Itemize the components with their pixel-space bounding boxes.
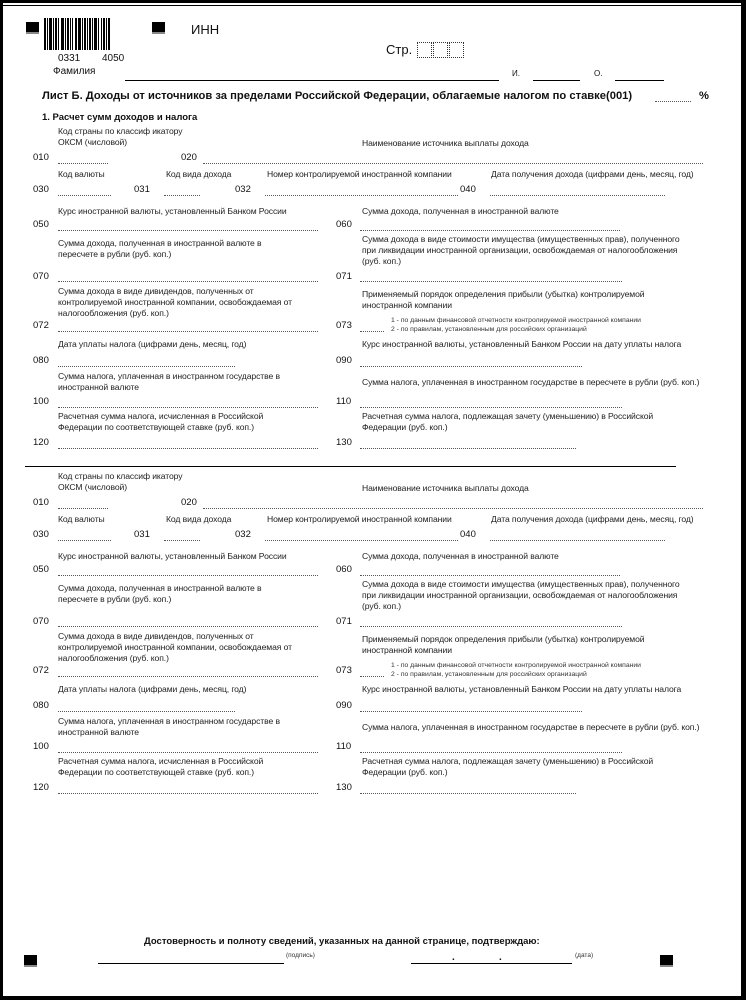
currency-code-field[interactable] bbox=[58, 195, 111, 196]
rate-label: Курс иностранной валюты, установленный Банком России bbox=[58, 206, 287, 216]
code-100: 100 bbox=[33, 396, 49, 407]
liquidation-field[interactable] bbox=[360, 281, 622, 282]
code-100: 100 bbox=[33, 741, 49, 752]
liquidation-label-3: (руб. коп.) bbox=[362, 256, 402, 266]
profit-option-1: 1 - по данным финансовой отчетности контролируемой иностранной компании bbox=[391, 317, 641, 324]
currency-code-label: Код валюты bbox=[58, 169, 105, 179]
code-040: 040 bbox=[460, 529, 476, 540]
income-rub-label-2: пересчете в рубли (руб. коп.) bbox=[58, 249, 172, 259]
dividends-field[interactable] bbox=[58, 676, 318, 677]
tax-calc-field[interactable] bbox=[58, 793, 318, 794]
rate-field[interactable] bbox=[58, 575, 318, 576]
code-030: 030 bbox=[33, 184, 49, 195]
code-020: 020 bbox=[181, 497, 197, 508]
income-rub-label: Сумма дохода, полученная в иностранной валюте в bbox=[58, 238, 262, 248]
income-foreign-label: Сумма дохода, полученная в иностранной валюте bbox=[362, 551, 559, 561]
dividends-label-3: налогообложения (руб. коп.) bbox=[58, 653, 169, 663]
profit-option-2: 2 - по правилам, установленным для российских организаций bbox=[391, 326, 587, 333]
block-separator bbox=[25, 466, 676, 467]
tax-foreign-label: Сумма налога, уплаченная в иностранном государстве в bbox=[58, 716, 280, 726]
country-code-label-2: ОКСМ (числовой) bbox=[58, 137, 127, 147]
code-073: 073 bbox=[336, 320, 352, 331]
dividends-label: Сумма дохода в виде дивидендов, полученных от bbox=[58, 631, 254, 641]
income-date-label: Дата получения дохода (цифрами день, месяц, год) bbox=[491, 169, 694, 179]
profit-order-label: Применяемый порядок определения прибыли (убытка) контролируемой bbox=[362, 634, 645, 644]
tax-rate-field[interactable] bbox=[360, 711, 582, 712]
country-code-label: Код страны по классиф икатору bbox=[58, 471, 183, 481]
profit-order-field[interactable] bbox=[360, 331, 384, 332]
name-initial-field[interactable] bbox=[533, 80, 580, 81]
code-071: 071 bbox=[336, 271, 352, 282]
tax-rate-field[interactable] bbox=[360, 366, 582, 367]
corner-marker-bottom-right bbox=[660, 955, 673, 967]
code-130: 130 bbox=[336, 782, 352, 793]
tax-foreign-label: Сумма налога, уплаченная в иностранном государстве в bbox=[58, 371, 280, 381]
name-initial-label: И. bbox=[512, 69, 520, 78]
income-rub-label: Сумма дохода, полученная в иностранной валюте в bbox=[58, 583, 262, 593]
liquidation-label-3: (руб. коп.) bbox=[362, 601, 402, 611]
code-050: 050 bbox=[33, 219, 49, 230]
code-090: 090 bbox=[336, 355, 352, 366]
tax-rub-field[interactable] bbox=[360, 752, 622, 753]
tax-calc-label: Расчетная сумма налога, исчисленная в Российской bbox=[58, 411, 264, 421]
barcode-icon bbox=[44, 18, 140, 50]
source-name-field[interactable] bbox=[203, 508, 703, 509]
code-060: 060 bbox=[336, 219, 352, 230]
income-foreign-label: Сумма дохода, полученная в иностранной валюте bbox=[362, 206, 559, 216]
code-010: 010 bbox=[33, 497, 49, 508]
date-separator-1: . bbox=[452, 952, 455, 963]
tax-rub-label: Сумма налога, уплаченная в иностранном государстве в пересчете в рубли (руб. коп.) bbox=[362, 722, 700, 732]
percent-sign: % bbox=[699, 90, 709, 102]
code-110: 110 bbox=[336, 741, 352, 752]
liquidation-label: Сумма дохода в виде стоимости имущества (имущественных прав), полученного bbox=[362, 579, 680, 589]
tax-rate-label: Курс иностранной валюты, установленный Банком России на дату уплаты налога bbox=[362, 684, 682, 694]
income-date-field[interactable] bbox=[490, 195, 665, 196]
dividends-field[interactable] bbox=[58, 331, 318, 332]
liquidation-label: Сумма дохода в виде стоимости имущества (имущественных прав), полученного bbox=[362, 234, 680, 244]
tax-credit-label: Расчетная сумма налога, подлежащая зачету (уменьшению) в Российской bbox=[362, 756, 654, 766]
code-032: 032 bbox=[235, 529, 251, 540]
currency-code-field[interactable] bbox=[58, 540, 111, 541]
dividends-label-2: контролируемой иностранной компании, освобождаемая от bbox=[58, 297, 292, 307]
corner-marker-top-left bbox=[26, 22, 39, 34]
income-type-field[interactable] bbox=[164, 195, 200, 196]
date-label: (дата) bbox=[575, 952, 594, 959]
code-080: 080 bbox=[33, 355, 49, 366]
tax-credit-label-2: Федерации (руб. коп.) bbox=[362, 767, 448, 777]
profit-option-1: 1 - по данным финансовой отчетности контролируемой иностранной компании bbox=[391, 662, 641, 669]
code-070: 070 bbox=[33, 271, 49, 282]
tax-calc-label-2: Федерации по соответствующей ставке (руб. коп.) bbox=[58, 767, 254, 777]
confirmation-text: Достоверность и полноту сведений, указанных на данной странице, подтверждаю: bbox=[144, 936, 540, 947]
income-date-field[interactable] bbox=[490, 540, 665, 541]
frame-top-line bbox=[0, 5, 741, 6]
liquidation-label-2: при ликвидации иностранной организации, освобождаемая от налогообложения bbox=[362, 245, 678, 255]
tax-foreign-label-2: иностранной валюте bbox=[58, 382, 139, 392]
income-type-field[interactable] bbox=[164, 540, 200, 541]
section-title: 1. Расчет сумм доходов и налога bbox=[42, 112, 198, 123]
liquidation-field[interactable] bbox=[360, 626, 622, 627]
tax-credit-field[interactable] bbox=[360, 793, 576, 794]
date-separator-2: . bbox=[499, 952, 502, 963]
surname-label: Фамилия bbox=[53, 66, 96, 77]
liquidation-label-2: при ликвидации иностранной организации, освобождаемая от налогообложения bbox=[362, 590, 678, 600]
code-050: 050 bbox=[33, 564, 49, 575]
tax-foreign-field[interactable] bbox=[58, 752, 318, 753]
country-code-label-2: ОКСМ (числовой) bbox=[58, 482, 127, 492]
profit-order-field[interactable] bbox=[360, 676, 384, 677]
code-130: 130 bbox=[336, 437, 352, 448]
income-type-label: Код вида дохода bbox=[166, 169, 232, 179]
profit-order-label: Применяемый порядок определения прибыли (убытка) контролируемой bbox=[362, 289, 645, 299]
tax-calc-label-2: Федерации по соответствующей ставке (руб. коп.) bbox=[58, 422, 254, 432]
income-foreign-field[interactable] bbox=[360, 230, 620, 231]
tax-calc-label: Расчетная сумма налога, исчисленная в Российской bbox=[58, 756, 264, 766]
code-120: 120 bbox=[33, 437, 49, 448]
tax-credit-label: Расчетная сумма налога, подлежащая зачету (уменьшению) в Российской bbox=[362, 411, 654, 421]
corner-marker-bottom-left bbox=[24, 955, 37, 967]
date-field[interactable] bbox=[411, 963, 572, 964]
income-type-label: Код вида дохода bbox=[166, 514, 232, 524]
source-name-label: Наименование источника выплаты дохода bbox=[362, 483, 529, 493]
tax-credit-field[interactable] bbox=[360, 448, 576, 449]
tax-foreign-label-2: иностранной валюте bbox=[58, 727, 139, 737]
currency-code-label: Код валюты bbox=[58, 514, 105, 524]
rate-label: Курс иностранной валюты, установленный Банком России bbox=[58, 551, 287, 561]
profit-order-label-2: иностранной компании bbox=[362, 645, 452, 655]
code-031: 031 bbox=[134, 529, 150, 540]
tax-date-field[interactable] bbox=[58, 711, 235, 712]
surname-field[interactable] bbox=[125, 80, 499, 81]
barcode-gap bbox=[110, 18, 111, 50]
tax-date-label: Дата уплаты налога (цифрами день, месяц, год) bbox=[58, 684, 247, 694]
dividends-label: Сумма дохода в виде дивидендов, полученных от bbox=[58, 286, 254, 296]
country-code-field[interactable] bbox=[58, 163, 108, 164]
code-110: 110 bbox=[336, 396, 352, 407]
dividends-label-3: налогообложения (руб. коп.) bbox=[58, 308, 169, 318]
patronymic-initial-label: О. bbox=[594, 69, 603, 78]
code-030: 030 bbox=[33, 529, 49, 540]
code-120: 120 bbox=[33, 782, 49, 793]
sheet-title: Лист Б. Доходы от источников за пределами Российской Федерации, облагаемые налогом по ставке(001) bbox=[42, 90, 633, 102]
code-073: 073 bbox=[336, 665, 352, 676]
patronymic-initial-field[interactable] bbox=[615, 80, 664, 81]
code-010: 010 bbox=[33, 152, 49, 163]
tax-rate-label: Курс иностранной валюты, установленный Банком России на дату уплаты налога bbox=[362, 339, 682, 349]
tax-credit-label-2: Федерации (руб. коп.) bbox=[362, 422, 448, 432]
tax-rub-field[interactable] bbox=[360, 407, 622, 408]
code-090: 090 bbox=[336, 700, 352, 711]
code-072: 072 bbox=[33, 320, 49, 331]
code-031: 031 bbox=[134, 184, 150, 195]
income-rub-field[interactable] bbox=[58, 626, 318, 627]
tax-calc-field[interactable] bbox=[58, 448, 318, 449]
code-070: 070 bbox=[33, 616, 49, 627]
tax-date-field[interactable] bbox=[58, 366, 235, 367]
code-060: 060 bbox=[336, 564, 352, 575]
page-number-cell-2[interactable] bbox=[433, 42, 448, 58]
source-name-label: Наименование источника выплаты дохода bbox=[362, 138, 529, 148]
income-rub-label-2: пересчете в рубли (руб. коп.) bbox=[58, 594, 172, 604]
page-label: Стр. bbox=[386, 42, 413, 57]
inn-label: ИНН bbox=[191, 22, 220, 37]
profit-order-label-2: иностранной компании bbox=[362, 300, 452, 310]
tax-foreign-field[interactable] bbox=[58, 407, 318, 408]
profit-option-2: 2 - по правилам, установленным для российских организаций bbox=[391, 671, 587, 678]
code-020: 020 bbox=[181, 152, 197, 163]
income-foreign-field[interactable] bbox=[360, 575, 620, 576]
barcode-number-right: 4050 bbox=[102, 53, 125, 64]
dividends-label-2: контролируемой иностранной компании, освобождаемая от bbox=[58, 642, 292, 652]
income-rub-field[interactable] bbox=[58, 281, 318, 282]
corner-marker-top-right bbox=[152, 22, 165, 34]
signature-label: (подпись) bbox=[286, 952, 315, 959]
tax-rate-field[interactable] bbox=[655, 101, 691, 102]
country-code-field[interactable] bbox=[58, 508, 108, 509]
page-number-cell-3[interactable] bbox=[449, 42, 464, 58]
code-032: 032 bbox=[235, 184, 251, 195]
country-code-label: Код страны по классиф икатору bbox=[58, 126, 183, 136]
tax-rub-label: Сумма налога, уплаченная в иностранном государстве в пересчете в рубли (руб. коп.) bbox=[362, 377, 700, 387]
code-071: 071 bbox=[336, 616, 352, 627]
code-080: 080 bbox=[33, 700, 49, 711]
code-040: 040 bbox=[460, 184, 476, 195]
page-number-cell-1[interactable] bbox=[417, 42, 432, 58]
company-number-field[interactable] bbox=[265, 195, 458, 196]
tax-date-label: Дата уплаты налога (цифрами день, месяц, год) bbox=[58, 339, 247, 349]
company-number-label: Номер контролируемой иностранной компании bbox=[267, 169, 452, 179]
barcode-number-left: 0331 bbox=[58, 53, 81, 64]
source-name-field[interactable] bbox=[203, 163, 703, 164]
company-number-label: Номер контролируемой иностранной компании bbox=[267, 514, 452, 524]
income-date-label: Дата получения дохода (цифрами день, месяц, год) bbox=[491, 514, 694, 524]
company-number-field[interactable] bbox=[265, 540, 458, 541]
rate-field[interactable] bbox=[58, 230, 318, 231]
code-072: 072 bbox=[33, 665, 49, 676]
signature-field[interactable] bbox=[98, 963, 284, 964]
